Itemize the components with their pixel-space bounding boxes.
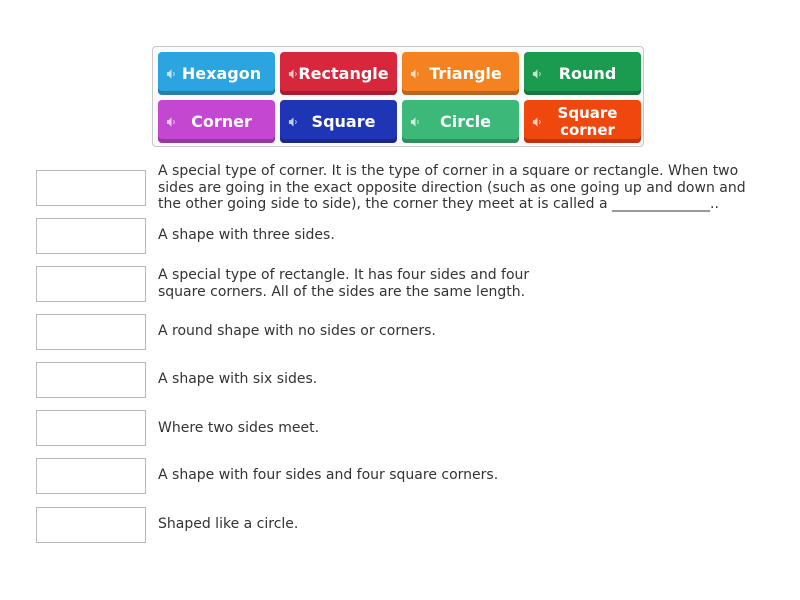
tile-label: Rectangle (298, 63, 389, 83)
answer-slot-6[interactable] (36, 410, 146, 446)
question-line: A shape with three sides. (158, 227, 335, 243)
question-line: A special type of corner. It is the type of corner in a square or rectangle. When two (158, 163, 739, 179)
question-line: A shape with six sides. (158, 371, 318, 387)
tile-hexagon[interactable] (158, 52, 275, 95)
question-line: square corners. All of the sides are the same length. (158, 283, 526, 300)
question-8 (158, 516, 298, 533)
tile-round[interactable] (524, 52, 641, 95)
word-bank (152, 46, 644, 147)
speaker-icon[interactable] (532, 116, 543, 127)
question-5 (158, 371, 317, 388)
answer-slot-4[interactable] (36, 314, 146, 350)
answer-slot-3[interactable] (36, 266, 146, 302)
tile-corner[interactable] (158, 100, 275, 143)
speaker-icon[interactable] (532, 68, 543, 79)
question-1 (158, 163, 746, 213)
tile-label: Hexagon (181, 63, 262, 83)
question-7 (158, 467, 498, 484)
speaker-icon[interactable] (410, 116, 421, 127)
tile-label: Circle (440, 111, 491, 131)
tile-circle[interactable] (402, 100, 519, 143)
speaker-icon[interactable] (166, 116, 177, 127)
question-line: A special type of rectangle. It has four sides and four (158, 267, 530, 283)
question-line: A shape with four sides and four square corners. (158, 467, 499, 483)
speaker-icon[interactable] (288, 116, 299, 127)
question-line: sides are going in the exact opposite direction (such as one going up and down and (158, 179, 746, 196)
answer-slot-2[interactable] (36, 218, 146, 254)
tile-square[interactable] (280, 100, 397, 143)
question-line: Where two sides meet. (158, 420, 320, 436)
answer-slot-8[interactable] (36, 507, 146, 543)
tile-triangle[interactable] (402, 52, 519, 95)
tile-rectangle[interactable] (280, 52, 397, 95)
tile-label: Square (311, 111, 376, 131)
speaker-icon[interactable] (288, 68, 299, 79)
speaker-icon[interactable] (410, 68, 421, 79)
answer-slot-1[interactable] (36, 170, 146, 206)
question-2 (158, 227, 335, 244)
question-line: A round shape with no sides or corners. (158, 323, 436, 339)
answer-slot-5[interactable] (36, 362, 146, 398)
question-6 (158, 420, 319, 437)
question-4 (158, 323, 436, 340)
tile-label: Triangle (429, 63, 502, 83)
tile-square-corner[interactable] (524, 100, 641, 143)
tile-label: Round (558, 63, 617, 83)
speaker-icon[interactable] (166, 68, 177, 79)
tile-label: Square corner (557, 103, 618, 139)
tile-label: Corner (191, 111, 252, 131)
answer-slot-7[interactable] (36, 458, 146, 494)
question-line: the other going side to side), the corner they meet at is called a ______________.. (158, 196, 719, 212)
question-line: Shaped like a circle. (158, 516, 299, 532)
question-3 (158, 267, 529, 300)
